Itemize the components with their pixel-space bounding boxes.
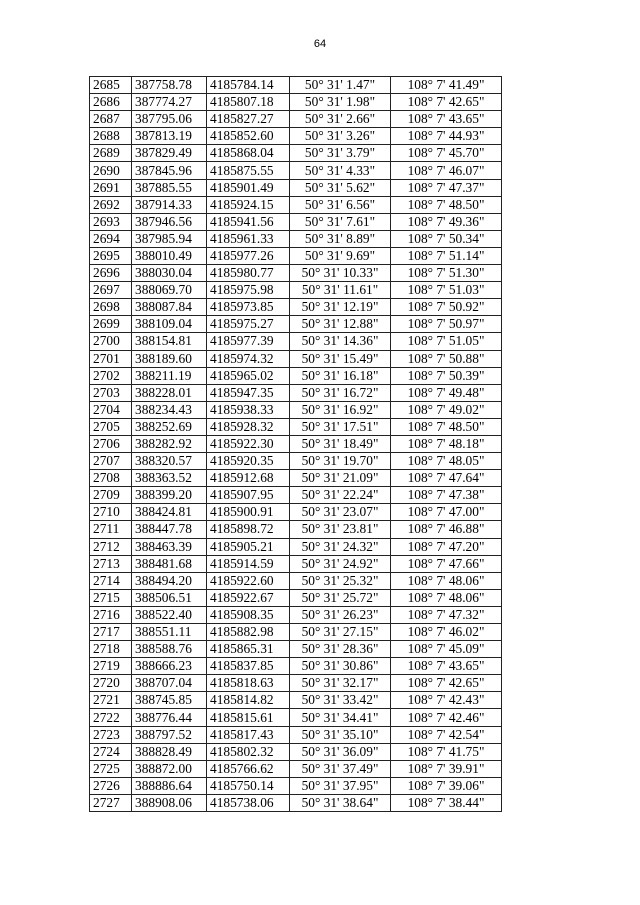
table-row — [90, 350, 502, 367]
point-number-cell: 2727 — [90, 794, 132, 811]
x-coordinate-cell: 387829.49 — [132, 145, 207, 162]
latitude-cell: 50° 31' 35.10" — [290, 726, 391, 743]
table-row — [90, 743, 502, 760]
table-row — [90, 230, 502, 247]
point-number-cell: 2699 — [90, 316, 132, 333]
point-number-cell: 2688 — [90, 128, 132, 145]
x-coordinate-cell: 388481.68 — [132, 555, 207, 572]
latitude-cell: 50° 31' 18.49" — [290, 435, 391, 452]
y-coordinate-cell: 4185965.02 — [207, 367, 290, 384]
x-coordinate-cell: 387795.06 — [132, 111, 207, 128]
latitude-cell: 50° 31' 19.70" — [290, 453, 391, 470]
latitude-cell: 50° 31' 1.47" — [290, 77, 391, 94]
point-number-cell: 2708 — [90, 470, 132, 487]
table-row — [90, 692, 502, 709]
table-row — [90, 487, 502, 504]
longitude-cell: 108° 7' 47.32" — [391, 606, 502, 623]
longitude-cell: 108° 7' 49.36" — [391, 213, 502, 230]
y-coordinate-cell: 4185977.26 — [207, 247, 290, 264]
table-row — [90, 641, 502, 658]
x-coordinate-cell: 388872.00 — [132, 760, 207, 777]
y-coordinate-cell: 4185980.77 — [207, 265, 290, 282]
x-coordinate-cell: 388234.43 — [132, 401, 207, 418]
longitude-cell: 108° 7' 47.00" — [391, 504, 502, 521]
table-row — [90, 162, 502, 179]
point-number-cell: 2691 — [90, 179, 132, 196]
x-coordinate-cell: 388908.06 — [132, 794, 207, 811]
table-row — [90, 572, 502, 589]
point-number-cell: 2720 — [90, 675, 132, 692]
point-number-cell: 2690 — [90, 162, 132, 179]
point-number-cell: 2693 — [90, 213, 132, 230]
longitude-cell: 108° 7' 47.38" — [391, 487, 502, 504]
longitude-cell: 108° 7' 41.75" — [391, 743, 502, 760]
x-coordinate-cell: 388588.76 — [132, 641, 207, 658]
longitude-cell: 108° 7' 50.39" — [391, 367, 502, 384]
latitude-cell: 50° 31' 17.51" — [290, 418, 391, 435]
longitude-cell: 108° 7' 39.91" — [391, 760, 502, 777]
latitude-cell: 50° 31' 4.33" — [290, 162, 391, 179]
table-row — [90, 435, 502, 452]
x-coordinate-cell: 388109.04 — [132, 316, 207, 333]
longitude-cell: 108° 7' 49.48" — [391, 384, 502, 401]
latitude-cell: 50° 31' 16.92" — [290, 401, 391, 418]
table-row — [90, 726, 502, 743]
table-row — [90, 77, 502, 94]
x-coordinate-cell: 387774.27 — [132, 94, 207, 111]
longitude-cell: 108° 7' 43.65" — [391, 111, 502, 128]
longitude-cell: 108° 7' 51.05" — [391, 333, 502, 350]
longitude-cell: 108° 7' 50.97" — [391, 316, 502, 333]
longitude-cell: 108° 7' 43.65" — [391, 658, 502, 675]
y-coordinate-cell: 4185938.33 — [207, 401, 290, 418]
x-coordinate-cell: 388797.52 — [132, 726, 207, 743]
latitude-cell: 50° 31' 37.95" — [290, 777, 391, 794]
point-number-cell: 2696 — [90, 265, 132, 282]
y-coordinate-cell: 4185922.30 — [207, 435, 290, 452]
longitude-cell: 108° 7' 50.92" — [391, 299, 502, 316]
table-row — [90, 94, 502, 111]
x-coordinate-cell: 387758.78 — [132, 77, 207, 94]
latitude-cell: 50° 31' 2.66" — [290, 111, 391, 128]
table-row — [90, 265, 502, 282]
x-coordinate-cell: 388399.20 — [132, 487, 207, 504]
latitude-cell: 50° 31' 16.18" — [290, 367, 391, 384]
y-coordinate-cell: 4185907.95 — [207, 487, 290, 504]
table-row — [90, 367, 502, 384]
latitude-cell: 50° 31' 5.62" — [290, 179, 391, 196]
x-coordinate-cell: 388551.11 — [132, 624, 207, 641]
table-row — [90, 658, 502, 675]
point-number-cell: 2689 — [90, 145, 132, 162]
table-row — [90, 316, 502, 333]
longitude-cell: 108° 7' 42.65" — [391, 675, 502, 692]
point-number-cell: 2711 — [90, 521, 132, 538]
x-coordinate-cell: 388522.40 — [132, 606, 207, 623]
table-row — [90, 453, 502, 470]
longitude-cell: 108° 7' 41.49" — [391, 77, 502, 94]
y-coordinate-cell: 4185920.35 — [207, 453, 290, 470]
x-coordinate-cell: 388087.84 — [132, 299, 207, 316]
table-row — [90, 401, 502, 418]
table-row — [90, 333, 502, 350]
table-row — [90, 624, 502, 641]
x-coordinate-cell: 388424.81 — [132, 504, 207, 521]
y-coordinate-cell: 4185818.63 — [207, 675, 290, 692]
point-number-cell: 2703 — [90, 384, 132, 401]
longitude-cell: 108° 7' 50.88" — [391, 350, 502, 367]
point-number-cell: 2685 — [90, 77, 132, 94]
y-coordinate-cell: 4185924.15 — [207, 196, 290, 213]
longitude-cell: 108° 7' 47.66" — [391, 555, 502, 572]
page-number: 64 — [313, 38, 327, 50]
y-coordinate-cell: 4185914.59 — [207, 555, 290, 572]
x-coordinate-cell: 388154.81 — [132, 333, 207, 350]
point-number-cell: 2722 — [90, 709, 132, 726]
table-row — [90, 196, 502, 213]
longitude-cell: 108° 7' 42.46" — [391, 709, 502, 726]
y-coordinate-cell: 4185975.27 — [207, 316, 290, 333]
table-row — [90, 179, 502, 196]
table-row — [90, 111, 502, 128]
y-coordinate-cell: 4185961.33 — [207, 230, 290, 247]
point-number-cell: 2704 — [90, 401, 132, 418]
y-coordinate-cell: 4185827.27 — [207, 111, 290, 128]
y-coordinate-cell: 4185868.04 — [207, 145, 290, 162]
y-coordinate-cell: 4185928.32 — [207, 418, 290, 435]
y-coordinate-cell: 4185807.18 — [207, 94, 290, 111]
longitude-cell: 108° 7' 46.88" — [391, 521, 502, 538]
longitude-cell: 108° 7' 47.20" — [391, 538, 502, 555]
longitude-cell: 108° 7' 39.06" — [391, 777, 502, 794]
latitude-cell: 50° 31' 37.49" — [290, 760, 391, 777]
point-number-cell: 2715 — [90, 589, 132, 606]
y-coordinate-cell: 4185738.06 — [207, 794, 290, 811]
table-row — [90, 709, 502, 726]
latitude-cell: 50° 31' 14.36" — [290, 333, 391, 350]
y-coordinate-cell: 4185882.98 — [207, 624, 290, 641]
x-coordinate-cell: 388494.20 — [132, 572, 207, 589]
table-row — [90, 470, 502, 487]
latitude-cell: 50° 31' 8.89" — [290, 230, 391, 247]
x-coordinate-cell: 387946.56 — [132, 213, 207, 230]
latitude-cell: 50° 31' 32.17" — [290, 675, 391, 692]
point-number-cell: 2706 — [90, 435, 132, 452]
point-number-cell: 2709 — [90, 487, 132, 504]
longitude-cell: 108° 7' 38.44" — [391, 794, 502, 811]
latitude-cell: 50° 31' 1.98" — [290, 94, 391, 111]
table-row — [90, 504, 502, 521]
x-coordinate-cell: 388252.69 — [132, 418, 207, 435]
longitude-cell: 108° 7' 42.54" — [391, 726, 502, 743]
y-coordinate-cell: 4185865.31 — [207, 641, 290, 658]
latitude-cell: 50° 31' 21.09" — [290, 470, 391, 487]
y-coordinate-cell: 4185922.60 — [207, 572, 290, 589]
table-row — [90, 675, 502, 692]
table-row — [90, 145, 502, 162]
x-coordinate-cell: 388707.04 — [132, 675, 207, 692]
point-number-cell: 2726 — [90, 777, 132, 794]
latitude-cell: 50° 31' 26.23" — [290, 606, 391, 623]
x-coordinate-cell: 388666.23 — [132, 658, 207, 675]
longitude-cell: 108° 7' 50.34" — [391, 230, 502, 247]
y-coordinate-cell: 4185912.68 — [207, 470, 290, 487]
longitude-cell: 108° 7' 47.64" — [391, 470, 502, 487]
longitude-cell: 108° 7' 48.05" — [391, 453, 502, 470]
point-number-cell: 2716 — [90, 606, 132, 623]
table-row — [90, 418, 502, 435]
y-coordinate-cell: 4185922.67 — [207, 589, 290, 606]
y-coordinate-cell: 4185766.62 — [207, 760, 290, 777]
longitude-cell: 108° 7' 48.06" — [391, 572, 502, 589]
table-row — [90, 794, 502, 811]
point-number-cell: 2712 — [90, 538, 132, 555]
x-coordinate-cell: 388886.64 — [132, 777, 207, 794]
latitude-cell: 50° 31' 10.33" — [290, 265, 391, 282]
longitude-cell: 108° 7' 48.50" — [391, 196, 502, 213]
table-row — [90, 521, 502, 538]
point-number-cell: 2698 — [90, 299, 132, 316]
table-row — [90, 555, 502, 572]
y-coordinate-cell: 4185875.55 — [207, 162, 290, 179]
longitude-cell: 108° 7' 46.07" — [391, 162, 502, 179]
table-row — [90, 538, 502, 555]
x-coordinate-cell: 388506.51 — [132, 589, 207, 606]
x-coordinate-cell: 388745.85 — [132, 692, 207, 709]
y-coordinate-cell: 4185852.60 — [207, 128, 290, 145]
y-coordinate-cell: 4185973.85 — [207, 299, 290, 316]
longitude-cell: 108° 7' 51.30" — [391, 265, 502, 282]
longitude-cell: 108° 7' 42.43" — [391, 692, 502, 709]
latitude-cell: 50° 31' 23.07" — [290, 504, 391, 521]
point-number-cell: 2694 — [90, 230, 132, 247]
y-coordinate-cell: 4185802.32 — [207, 743, 290, 760]
longitude-cell: 108° 7' 45.70" — [391, 145, 502, 162]
point-number-cell: 2725 — [90, 760, 132, 777]
y-coordinate-cell: 4185975.98 — [207, 282, 290, 299]
point-number-cell: 2707 — [90, 453, 132, 470]
latitude-cell: 50° 31' 22.24" — [290, 487, 391, 504]
y-coordinate-cell: 4185905.21 — [207, 538, 290, 555]
coordinates-table — [89, 76, 502, 812]
latitude-cell: 50° 31' 25.32" — [290, 572, 391, 589]
point-number-cell: 2721 — [90, 692, 132, 709]
longitude-cell: 108° 7' 49.02" — [391, 401, 502, 418]
x-coordinate-cell: 388463.39 — [132, 538, 207, 555]
point-number-cell: 2713 — [90, 555, 132, 572]
latitude-cell: 50° 31' 25.72" — [290, 589, 391, 606]
latitude-cell: 50° 31' 23.81" — [290, 521, 391, 538]
y-coordinate-cell: 4185837.85 — [207, 658, 290, 675]
latitude-cell: 50° 31' 12.88" — [290, 316, 391, 333]
latitude-cell: 50° 31' 6.56" — [290, 196, 391, 213]
x-coordinate-cell: 388228.01 — [132, 384, 207, 401]
x-coordinate-cell: 387885.55 — [132, 179, 207, 196]
longitude-cell: 108° 7' 48.50" — [391, 418, 502, 435]
latitude-cell: 50° 31' 36.09" — [290, 743, 391, 760]
table-row — [90, 282, 502, 299]
x-coordinate-cell: 388069.70 — [132, 282, 207, 299]
point-number-cell: 2719 — [90, 658, 132, 675]
x-coordinate-cell: 388010.49 — [132, 247, 207, 264]
point-number-cell: 2687 — [90, 111, 132, 128]
longitude-cell: 108° 7' 48.06" — [391, 589, 502, 606]
point-number-cell: 2695 — [90, 247, 132, 264]
x-coordinate-cell: 387985.94 — [132, 230, 207, 247]
x-coordinate-cell: 388828.49 — [132, 743, 207, 760]
table-row — [90, 213, 502, 230]
coordinates-table-body — [90, 77, 502, 812]
latitude-cell: 50° 31' 38.64" — [290, 794, 391, 811]
y-coordinate-cell: 4185784.14 — [207, 77, 290, 94]
point-number-cell: 2714 — [90, 572, 132, 589]
x-coordinate-cell: 388447.78 — [132, 521, 207, 538]
longitude-cell: 108° 7' 42.65" — [391, 94, 502, 111]
latitude-cell: 50° 31' 12.19" — [290, 299, 391, 316]
point-number-cell: 2692 — [90, 196, 132, 213]
point-number-cell: 2700 — [90, 333, 132, 350]
table-row — [90, 760, 502, 777]
y-coordinate-cell: 4185817.43 — [207, 726, 290, 743]
point-number-cell: 2723 — [90, 726, 132, 743]
longitude-cell: 108° 7' 44.93" — [391, 128, 502, 145]
latitude-cell: 50° 31' 33.42" — [290, 692, 391, 709]
point-number-cell: 2686 — [90, 94, 132, 111]
latitude-cell: 50° 31' 11.61" — [290, 282, 391, 299]
longitude-cell: 108° 7' 48.18" — [391, 435, 502, 452]
table-row — [90, 606, 502, 623]
y-coordinate-cell: 4185814.82 — [207, 692, 290, 709]
y-coordinate-cell: 4185815.61 — [207, 709, 290, 726]
x-coordinate-cell: 387813.19 — [132, 128, 207, 145]
latitude-cell: 50° 31' 7.61" — [290, 213, 391, 230]
latitude-cell: 50° 31' 28.36" — [290, 641, 391, 658]
latitude-cell: 50° 31' 16.72" — [290, 384, 391, 401]
x-coordinate-cell: 388363.52 — [132, 470, 207, 487]
point-number-cell: 2717 — [90, 624, 132, 641]
y-coordinate-cell: 4185977.39 — [207, 333, 290, 350]
point-number-cell: 2701 — [90, 350, 132, 367]
table-row — [90, 128, 502, 145]
latitude-cell: 50° 31' 24.92" — [290, 555, 391, 572]
point-number-cell: 2710 — [90, 504, 132, 521]
latitude-cell: 50° 31' 34.41" — [290, 709, 391, 726]
y-coordinate-cell: 4185908.35 — [207, 606, 290, 623]
point-number-cell: 2705 — [90, 418, 132, 435]
latitude-cell: 50° 31' 3.26" — [290, 128, 391, 145]
latitude-cell: 50° 31' 27.15" — [290, 624, 391, 641]
point-number-cell: 2702 — [90, 367, 132, 384]
table-row — [90, 247, 502, 264]
y-coordinate-cell: 4185901.49 — [207, 179, 290, 196]
latitude-cell: 50° 31' 15.49" — [290, 350, 391, 367]
longitude-cell: 108° 7' 51.03" — [391, 282, 502, 299]
y-coordinate-cell: 4185974.32 — [207, 350, 290, 367]
table-row — [90, 777, 502, 794]
x-coordinate-cell: 388030.04 — [132, 265, 207, 282]
x-coordinate-cell: 388282.92 — [132, 435, 207, 452]
y-coordinate-cell: 4185750.14 — [207, 777, 290, 794]
table-row — [90, 384, 502, 401]
longitude-cell: 108° 7' 47.37" — [391, 179, 502, 196]
longitude-cell: 108° 7' 46.02" — [391, 624, 502, 641]
latitude-cell: 50° 31' 9.69" — [290, 247, 391, 264]
x-coordinate-cell: 387914.33 — [132, 196, 207, 213]
x-coordinate-cell: 388211.19 — [132, 367, 207, 384]
x-coordinate-cell: 388189.60 — [132, 350, 207, 367]
point-number-cell: 2724 — [90, 743, 132, 760]
latitude-cell: 50° 31' 30.86" — [290, 658, 391, 675]
point-number-cell: 2718 — [90, 641, 132, 658]
longitude-cell: 108° 7' 45.09" — [391, 641, 502, 658]
y-coordinate-cell: 4185898.72 — [207, 521, 290, 538]
longitude-cell: 108° 7' 51.14" — [391, 247, 502, 264]
x-coordinate-cell: 388776.44 — [132, 709, 207, 726]
y-coordinate-cell: 4185900.91 — [207, 504, 290, 521]
latitude-cell: 50° 31' 24.32" — [290, 538, 391, 555]
table-row — [90, 589, 502, 606]
latitude-cell: 50° 31' 3.79" — [290, 145, 391, 162]
x-coordinate-cell: 388320.57 — [132, 453, 207, 470]
y-coordinate-cell: 4185941.56 — [207, 213, 290, 230]
table-row — [90, 299, 502, 316]
point-number-cell: 2697 — [90, 282, 132, 299]
x-coordinate-cell: 387845.96 — [132, 162, 207, 179]
y-coordinate-cell: 4185947.35 — [207, 384, 290, 401]
